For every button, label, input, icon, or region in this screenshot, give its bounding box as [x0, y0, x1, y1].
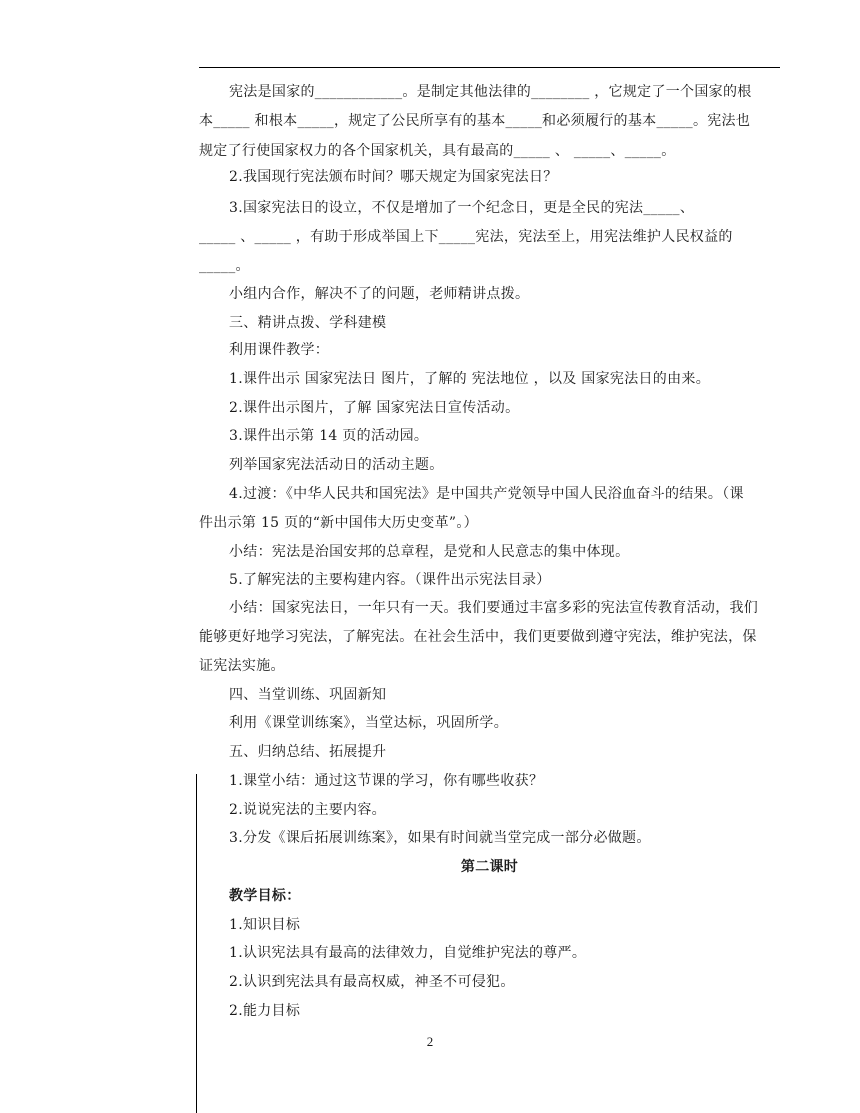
paragraph-line: _____ 、_____ ，有助于形成举国上下_____宪法，宪法至上，用宪法维护人民权益的 — [199, 229, 733, 245]
paragraph-line: 证宪法实施。 — [199, 658, 285, 674]
header-rule — [199, 67, 780, 68]
paragraph-line: 2.课件出示图片，了解 国家宪法日宣传活动。 — [229, 400, 520, 416]
paragraph-line: 2.认识到宪法具有最高权威，神圣不可侵犯。 — [229, 974, 515, 990]
paragraph-line: 2.说说宪法的主要内容。 — [229, 802, 386, 818]
paragraph-line: 5.了解宪法的主要构建内容。（课件出示宪法目录） — [229, 572, 551, 588]
paragraph-line: 宪法是国家的____________。是制定其他法律的________ ，它规定了一个国家的根 — [229, 84, 752, 100]
paragraph-line: 3.国家宪法日的设立，不仅是增加了一个纪念日，更是全民的宪法_____、 — [229, 200, 695, 216]
margin-rule — [196, 774, 197, 1113]
paragraph-line: 1.认识宪法具有最高的法律效力，自觉维护宪法的尊严。 — [229, 945, 587, 961]
objectives-heading: 教学目标： — [229, 888, 301, 904]
paragraph-line: 小组内合作，解决不了的问题，老师精讲点拨。 — [229, 286, 530, 302]
paragraph-line: 2.我国现行宪法颁布时间？哪天规定为国家宪法日？ — [229, 169, 558, 185]
paragraph-line: 3.分发《课后拓展训练案》，如果有时间就当堂完成一部分必做题。 — [229, 830, 651, 846]
paragraph-line: 列举国家宪法活动日的活动主题。 — [229, 457, 444, 473]
paragraph-line: 小结：国家宪法日，一年只有一天。我们要通过丰富多彩的宪法宣传教育活动，我们 — [229, 600, 759, 616]
paragraph-line: 本_____ 和根本_____，规定了公民所享有的基本_____和必须履行的基本_____。宪法也 — [199, 113, 751, 129]
paragraph-line: 能够更好地学习宪法，了解宪法。在社会生活中，我们更要做到遵守宪法，维护宪法，保 — [199, 629, 757, 645]
paragraph-line: 3.课件出示第 14 页的活动园。 — [229, 428, 429, 444]
lesson-title: 第二课时 — [460, 859, 519, 875]
section-heading: 四、当堂训练、巩固新知 — [229, 687, 387, 703]
section-heading: 三、精讲点拨、学科建模 — [229, 315, 387, 331]
paragraph-line: 件出示第 15 页的“新中国伟大历史变革”。） — [199, 515, 478, 531]
paragraph-line: 1.知识目标 — [229, 917, 301, 933]
paragraph-line: 利用课件教学： — [229, 342, 330, 358]
paragraph-line: 2.能力目标 — [229, 1003, 301, 1019]
page-number: 2 — [426, 1034, 434, 1049]
paragraph-line: 规定了行使国家权力的各个国家机关，具有最高的_____ 、 _____、_____。 — [199, 143, 676, 159]
paragraph-line: 1.课件出示 国家宪法日 图片，了解的 宪法地位 ，以及 国家宪法日的由来。 — [229, 371, 711, 387]
paragraph-line: 利用《课堂训练案》，当堂达标，巩固所学。 — [229, 715, 508, 731]
paragraph-line: 1.课堂小结：通过这节课的学习，你有哪些收获？ — [229, 773, 544, 789]
paragraph-line: 小结：宪法是治国安邦的总章程，是党和人民意志的集中体现。 — [229, 544, 630, 560]
paragraph-line: _____。 — [199, 258, 250, 274]
section-heading: 五、归纳总结、拓展提升 — [229, 744, 387, 760]
paragraph-line: 4.过渡：《中华人民共和国宪法》是中国共产党领导中国人民浴血奋斗的结果。（课 — [229, 486, 744, 502]
